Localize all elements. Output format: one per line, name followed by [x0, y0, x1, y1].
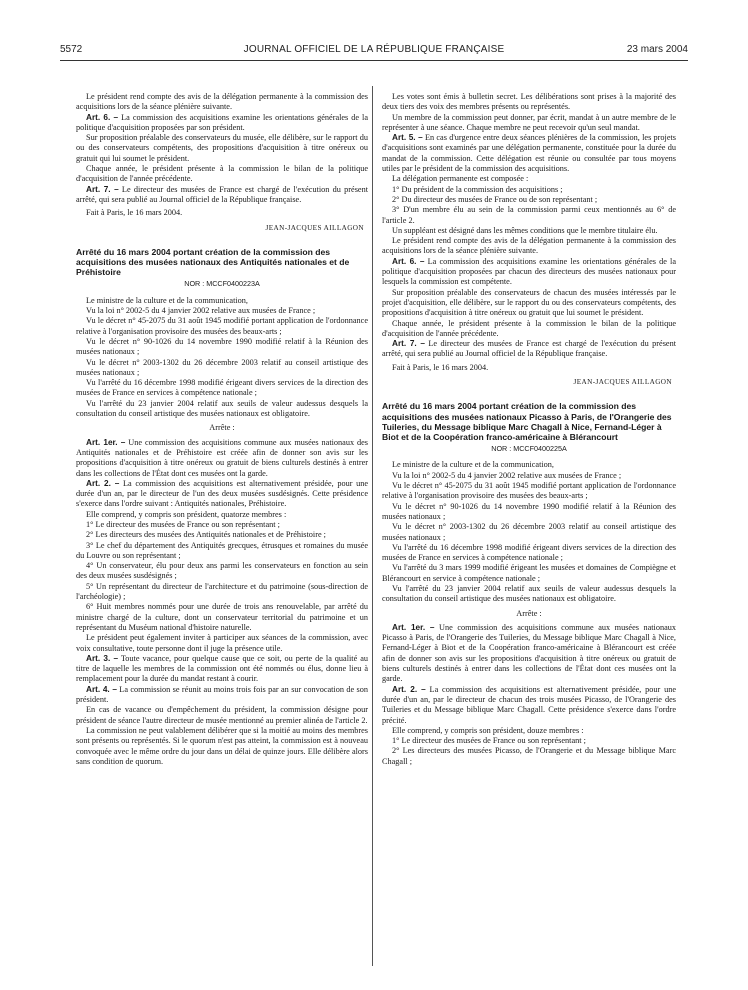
- nor-reference: NOR : MCCF0400225A: [491, 444, 567, 454]
- paragraph: Le président rend compte des avis de la délégation permanente à la commission des acquisitions lors de la séance plénière suivante.: [76, 92, 368, 112]
- article-label: Art. 6. –: [392, 256, 425, 266]
- list-item: 5° Un représentant du directeur de l'architecture et du patrimoine (sous-direction de l'archéologie) ;: [76, 581, 368, 602]
- visa: Vu l'arrêté du 23 janvier 2004 relatif aux seuils de valeur audessus desquels la consultation du conseil artistique des musées nationaux est obligatoire.: [382, 583, 676, 604]
- article-7: [382, 339, 676, 360]
- list-item: 2° Du directeur des musées de France ou de son représentant ;: [392, 194, 598, 204]
- article-1: [76, 438, 368, 479]
- paragraph: Un membre de la commission peut donner, par écrit, mandat à un autre membre de le représenter à une séance. Chaque membre ne peut recevoir qu'un seul mandat.: [382, 112, 676, 132]
- visa: Vu le décret n° 45-2075 du 31 août 1945 modifié portant application de l'ordonnance relative à l'organisation provisoire des musées des beaux-arts ;: [76, 316, 368, 336]
- list-item: 6° Huit membres nommés pour une durée de trois ans renouvelable, par arrêté du ministre chargé de la culture, dont un conservateur territorial du patrimoine et un représentant du Muséum national d'histoire naturelle.: [76, 602, 368, 632]
- article-7: [76, 185, 368, 206]
- list-item: 4° Un conservateur, élu pour deux ans parmi les conservateurs en fonction au sein des deux musées susdésignés ;: [76, 561, 368, 581]
- list-item: 2° Les directeurs des musées Picasso, de l'Orangerie et du Message biblique Marc Chagall ;: [382, 746, 676, 766]
- signature: JEAN-JACQUES AILLAGON: [573, 378, 672, 387]
- visa: Vu le décret n° 90-1026 du 14 novembre 1990 modifié relatif à la Réunion des musées nationaux ;: [76, 336, 368, 357]
- paragraph: Sur proposition préalable des conservateurs du musée, elle délibère, sur le rapport du ou des conservateurs compétents, des propositions d'acquisition à titre onéreux ou gratuit qui lui soumet le président.: [76, 133, 368, 163]
- paragraph: Le président rend compte des avis de la délégation permanente à la commission des acquisitions lors de la séance plénière suivante.: [382, 236, 676, 256]
- article-text: Le directeur des musées de France est chargé de l'exécution du présent arrêté, qui sera publié au Journal officiel de la République française.: [76, 184, 368, 204]
- list-item: 1° Du président de la commission des acquisitions ;: [392, 184, 563, 194]
- article-text: Une commission des acquisitions commune aux musées nationaux des Antiquités nationales et de Préhistoire est créée afin de donner son avis sur les propositions d'acquisition à titre onéreux ou gratuit de biens culturels destinés à entrer dans les collections de l'État dont ces musées ont la garde.: [76, 437, 368, 478]
- article-text: La commission des acquisitions est alternativement présidée, pour une durée d'un an, par le directeur de chacun des trois musées Picasso, de l'Orangerie des Tuileries et du Message biblique Marc Chagall. Cette présidence s'exerce dans l'ordre précité.: [382, 684, 677, 725]
- list-item: 1° Le directeur des musées de France ou son représentant ;: [86, 520, 280, 529]
- visa: Le ministre de la culture et de la communication,: [86, 295, 248, 305]
- paragraph: La commission ne peut valablement délibérer que si la moitié au moins des membres sont présents ou représentés. Si le quorum n'est pas atteint, la commission est à nouveau convoquée avec le même ordre du jour dans un délai de quinze jours. Elle délibère alors sans condition de quorum.: [76, 725, 368, 766]
- visa: Vu le décret n° 2003-1302 du 26 décembre 2003 relatif au conseil artistique des musées nationaux ;: [382, 522, 676, 542]
- visa: Vu l'arrêté du 16 décembre 1998 modifié érigeant divers services de la direction des musées de France en services à compétence nationale ;: [382, 542, 676, 563]
- list-intro: La délégation permanente est composée :: [392, 174, 529, 184]
- article-text: La commission des acquisitions examine les orientations générales de la politique d'acquisition proposées par son président.: [76, 112, 368, 132]
- article-text: La commission se réunit au moins trois fois par an sur convocation de son président.: [76, 684, 368, 705]
- visa: Vu le décret n° 90-1026 du 14 novembre 1990 modifié relatif à la Réunion des musées nationaux ;: [382, 501, 676, 521]
- list-item: 2° Les directeurs des musées des Antiquités nationales et de Préhistoire ;: [86, 530, 326, 540]
- paragraph: Sur proposition préalable des conservateurs de chacun des musées intéressés par le projet d'acquisition, elle délibère, sur le rapport du ou des conservateurs compétents, des propositions d'acquisition à titre onéreux ou gratuit que lui soumet le président.: [382, 287, 676, 318]
- article-6: [76, 113, 368, 134]
- article-label: Art. 2. –: [392, 684, 426, 694]
- visa: Vu la loi n° 2002-5 du 4 janvier 2002 relative aux musées de France ;: [392, 470, 622, 480]
- visa: Le ministre de la culture et de la communication,: [392, 460, 554, 470]
- paragraph: Un suppléant est désigné dans les mêmes conditions que le membre titulaire élu.: [392, 225, 658, 235]
- place-date: Fait à Paris, le 16 mars 2004.: [86, 208, 183, 218]
- article-label: Art. 3. –: [86, 653, 119, 663]
- article-label: Art. 2. –: [86, 478, 120, 488]
- visa: Vu le décret n° 2003-1302 du 26 décembre 2003 relatif au conseil artistique des musées nationaux ;: [76, 357, 368, 377]
- article-label: Art. 6. –: [86, 112, 119, 122]
- page-number: 5572: [60, 44, 83, 55]
- article-2: [76, 479, 368, 510]
- arrete-heading: Arrête :: [209, 423, 235, 433]
- decree-title: Arrêté du 16 mars 2004 portant création de la commission des acquisitions des musées nationaux Picasso à Paris, de l'Orangerie des Tuileries, du Message biblique Marc Chagall à Nice, Fernand-Léger à Biot et de la Coopération franco-américaine à Blérancourt: [382, 401, 672, 442]
- page-header: [60, 44, 688, 60]
- paragraph: Chaque année, le président présente à la commission le bilan de la politique d'acquisition de l'année précédente.: [382, 318, 676, 338]
- list-item: 1° Le directeur des musées de France ou son représentant ;: [392, 736, 586, 746]
- paragraph: Le président peut également inviter à participer aux séances de la commission, avec voix consultative, toute personne dont il juge la présence utile.: [76, 633, 368, 653]
- article-label: Art. 7. –: [392, 339, 425, 349]
- article-2: [382, 685, 676, 726]
- article-5: [382, 133, 676, 174]
- paragraph: Les votes sont émis à bulletin secret. Les délibérations sont prises à la majorité des deux tiers des voix des membres présents ou représentés.: [382, 92, 676, 112]
- place-date: Fait à Paris, le 16 mars 2004.: [392, 362, 489, 372]
- paragraph: En cas de vacance ou d'empêchement du président, la commission désigne pour président de séance l'autre directeur de musée mentionné au premier alinéa de l'article 2.: [76, 705, 368, 725]
- visa: Vu la loi n° 2002-5 du 4 janvier 2002 relative aux musées de France ;: [86, 306, 316, 316]
- visa: Vu l'arrêté du 16 décembre 1998 modifié érigeant divers services de la direction des musées de France en services à compétence nationale ;: [76, 378, 368, 398]
- article-label: Art. 1er. –: [392, 622, 435, 632]
- list-intro: Elle comprend, y compris son président, quatorze membres :: [86, 509, 287, 519]
- right-column: [382, 92, 676, 767]
- publication-date: 23 mars 2004: [626, 44, 688, 55]
- article-4: [76, 685, 368, 706]
- article-label: Art. 4. –: [86, 684, 117, 694]
- article-text: Toute vacance, pour quelque cause que ce soit, ou perte de la qualité au titre de laquelle les membres de la commission ont été nommés ou élus, donne lieu à remplacement pour la durée du mandat restant à courir.: [76, 653, 368, 684]
- list-item: 3° D'un membre élu au sein de la commission parmi ceux mentionnés au 6° de l'article 2.: [382, 205, 676, 225]
- article-label: Art. 1er. –: [86, 437, 126, 447]
- article-text: La commission des acquisitions examine les orientations générales de la politique d'acquisition proposées par chacun des directeurs des musées nationaux pour lesquels la commission est compétente.: [382, 256, 677, 287]
- visa: Vu le décret n° 45-2075 du 31 août 1945 modifié portant application de l'ordonnance relative à l'organisation provisoire des musées des beaux-arts ;: [382, 481, 676, 501]
- paragraph: Chaque année, le président présente à la commission le bilan de la politique d'acquisition de l'année précédente.: [76, 164, 368, 184]
- header-rule: [60, 60, 688, 61]
- article-text: La commission des acquisitions est alternativement présidée, pour une durée d'un an, par le directeur de l'un des deux musées susdésignés. Cette présidence s'exerce dans l'ordre suivant : Antiquités nationales, Préhistoire.: [76, 478, 368, 509]
- list-item: 3° Le chef du département des Antiquités grecques, étrusques et romaines du musée du Louvre ou son représentant ;: [76, 540, 368, 560]
- article-text: Une commission des acquisitions commune aux musées nationaux Picasso à Paris, de l'Orangerie des Tuileries, du Message biblique Marc Chagall à Nice, Fernand-Léger à Biot et de la Coopération franco-américaine à Blérancourt est créée afin de donner son avis sur les propositions d'acquisition à titre onéreux ou gratuit de biens culturels destinés à entrer dans les collections de l'État dont ces musées ont la garde.: [382, 622, 677, 684]
- article-text: Le directeur des musées de France est chargé de l'exécution du présent arrêté, qui sera publié au Journal officiel de la République française.: [382, 339, 676, 359]
- article-label: Art. 7. –: [86, 184, 119, 194]
- visa: Vu l'arrêté du 3 mars 1999 modifié érigeant les musées et domaines de Compiègne et Blérancourt en service à compétence nationale ;: [382, 563, 676, 583]
- article-1: [382, 623, 676, 685]
- arrete-heading: Arrête :: [516, 608, 542, 618]
- article-text: En cas d'urgence entre deux séances plénières de la commission, les projets d'acquisitions sont examinés par une délégation permanente, constituée pour la durée du mandat de la commission. Cette délégation est réunie ou consultée par tous moyens utiles par le président de la commission des acquisitions.: [382, 133, 677, 174]
- article-label: Art. 5. –: [392, 133, 423, 143]
- list-intro: Elle comprend, y compris son président, douze membres :: [392, 725, 584, 735]
- visa: Vu l'arrêté du 23 janvier 2004 relatif aux seuils de valeur audessus desquels la consultation du conseil artistique des musées nationaux est obligatoire.: [76, 398, 368, 419]
- decree-title: Arrêté du 16 mars 2004 portant création de la commission des acquisitions des musées nationaux des Antiquités nationales et de Préhistoire: [76, 246, 350, 278]
- left-column: [76, 92, 368, 767]
- nor-reference: NOR : MCCF0400223A: [184, 279, 260, 289]
- signature: JEAN-JACQUES AILLAGON: [265, 223, 364, 232]
- journal-title: JOURNAL OFFICIEL DE LA RÉPUBLIQUE FRANÇAISE: [243, 44, 505, 55]
- article-6: [382, 257, 676, 288]
- article-3: [76, 654, 368, 685]
- column-separator: [372, 86, 373, 966]
